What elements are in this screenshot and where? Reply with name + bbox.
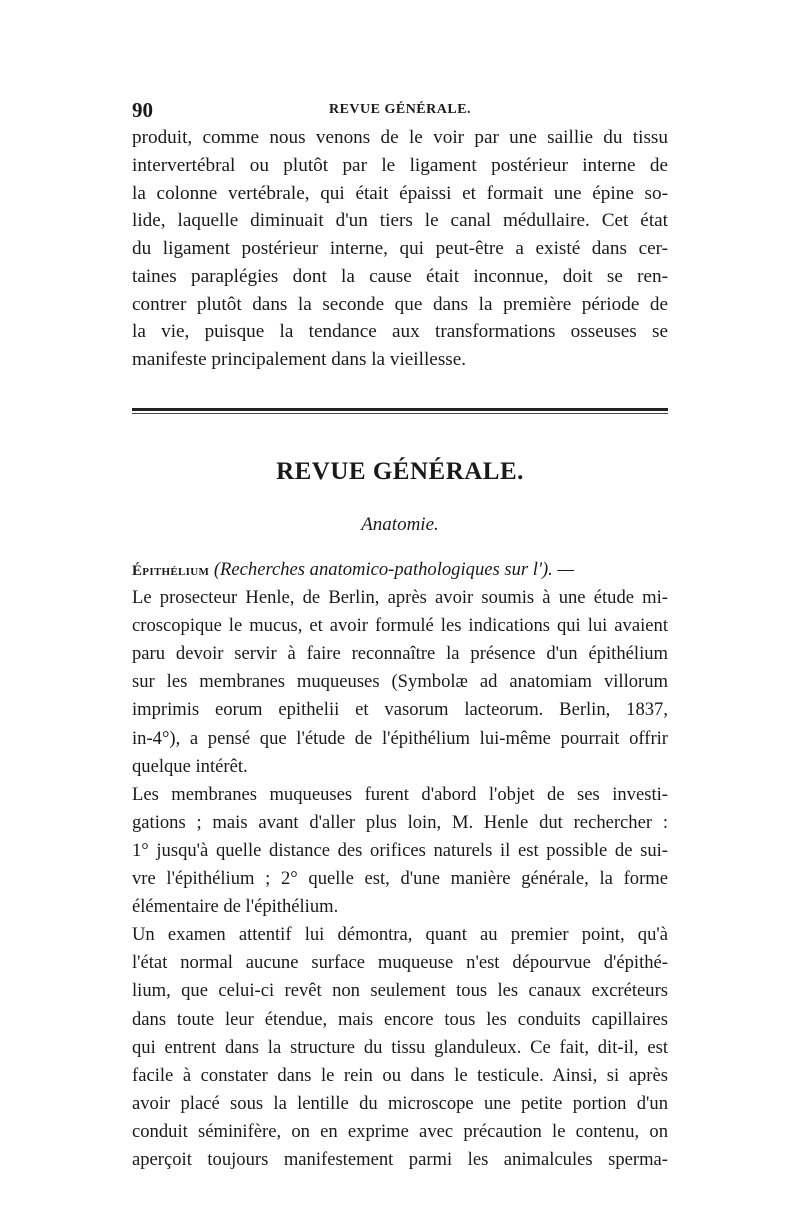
section-divider xyxy=(132,408,668,414)
article-body xyxy=(132,556,668,1174)
text-line: intervertébral ou plutôt par le ligament postérieur interne de xyxy=(132,154,668,176)
text-line: imprimis eorum epithelii et vasorum lacteorum. Berlin, 1837, xyxy=(132,699,668,721)
text-line: taines paraplégies dont la cause était inconnue, doit se ren- xyxy=(132,265,668,287)
text-line: dans toute leur étendue, mais encore tous les conduits capillaires xyxy=(132,1008,668,1030)
text-line: aperçoit toujours manifestement parmi les animalcules sperma- xyxy=(132,1148,668,1170)
article-lead-term: Épithélium xyxy=(132,563,210,579)
text-line: gations ; mais avant d'aller plus loin, M. Henle dut rechercher : xyxy=(132,811,668,833)
text-line: 1° jusqu'à quelle distance des orifices naturels il est possible de sui- xyxy=(132,839,668,861)
text-line: du ligament postérieur interne, qui peut-être a existé dans cer- xyxy=(132,238,668,259)
subsection-title: Anatomie. xyxy=(361,514,439,535)
text-line: produit, comme nous venons de le voir par une saillie du tissu xyxy=(132,127,668,148)
text-line: Les membranes muqueuses furent d'abord l'objet de ses investi- xyxy=(132,783,668,805)
text-line: élémentaire de l'épithélium. xyxy=(132,896,339,918)
text-line: croscopique le mucus, et avoir formulé les indications qui lui avaient xyxy=(132,615,668,637)
text-line: Un examen attentif lui démontra, quant au premier point, qu'à xyxy=(132,924,668,946)
text-line: lium, que celui-ci revêt non seulement tous les canaux excréteurs xyxy=(132,980,668,1002)
text-line: sur les membranes muqueuses (Symbolæ ad anatomiam villorum xyxy=(132,671,668,693)
text-line: vre l'épithélium ; 2° quelle est, d'une manière générale, la forme xyxy=(132,868,668,890)
text-line: Le prosecteur Henle, de Berlin, après avoir soumis à une étude mi- xyxy=(132,587,668,609)
running-head xyxy=(132,98,668,124)
text-line: l'état normal aucune surface muqueuse n'est dépourvue d'épithé- xyxy=(132,952,668,974)
article-lead-title: (Recherches anatomico-pathologiques sur l'). — xyxy=(213,559,574,580)
text-line: qui entrent dans la structure du tissu glanduleux. Ce fait, dit-il, est xyxy=(132,1036,668,1058)
intro-paragraph xyxy=(132,124,668,374)
text-line: in-4°), a pensé que l'étude de l'épithélium lui-même pourrait offrir xyxy=(132,727,668,749)
text-line: la vie, puisque la tendance aux transformations osseuses se xyxy=(132,321,668,343)
text-line: lide, laquelle diminuait d'un tiers le canal médullaire. Cet état xyxy=(132,210,668,232)
section-title: REVUE GÉNÉRALE. xyxy=(276,458,524,485)
text-line: conduit séminifère, on en exprime avec précaution le contenu, on xyxy=(132,1120,668,1142)
text-line: quelque intérêt. xyxy=(132,755,248,777)
text-line: paru devoir servir à faire reconnaître la présence d'un épithélium xyxy=(132,643,668,665)
page-number: 90 xyxy=(132,98,153,122)
text-line: manifeste principalement dans la vieillesse. xyxy=(132,349,467,370)
text-line: la colonne vertébrale, qui était épaissi et formait une épine so- xyxy=(132,182,668,204)
running-title: REVUE GÉNÉRALE. xyxy=(328,102,472,117)
text-line: avoir placé sous la lentille du microscope une petite portion d'un xyxy=(132,1092,668,1114)
text-line: contrer plutôt dans la seconde que dans la première période de xyxy=(132,293,668,315)
text-line: facile à constater dans le rein ou dans le testicule. Ainsi, si après xyxy=(132,1064,668,1086)
article-lead-line xyxy=(132,556,668,584)
